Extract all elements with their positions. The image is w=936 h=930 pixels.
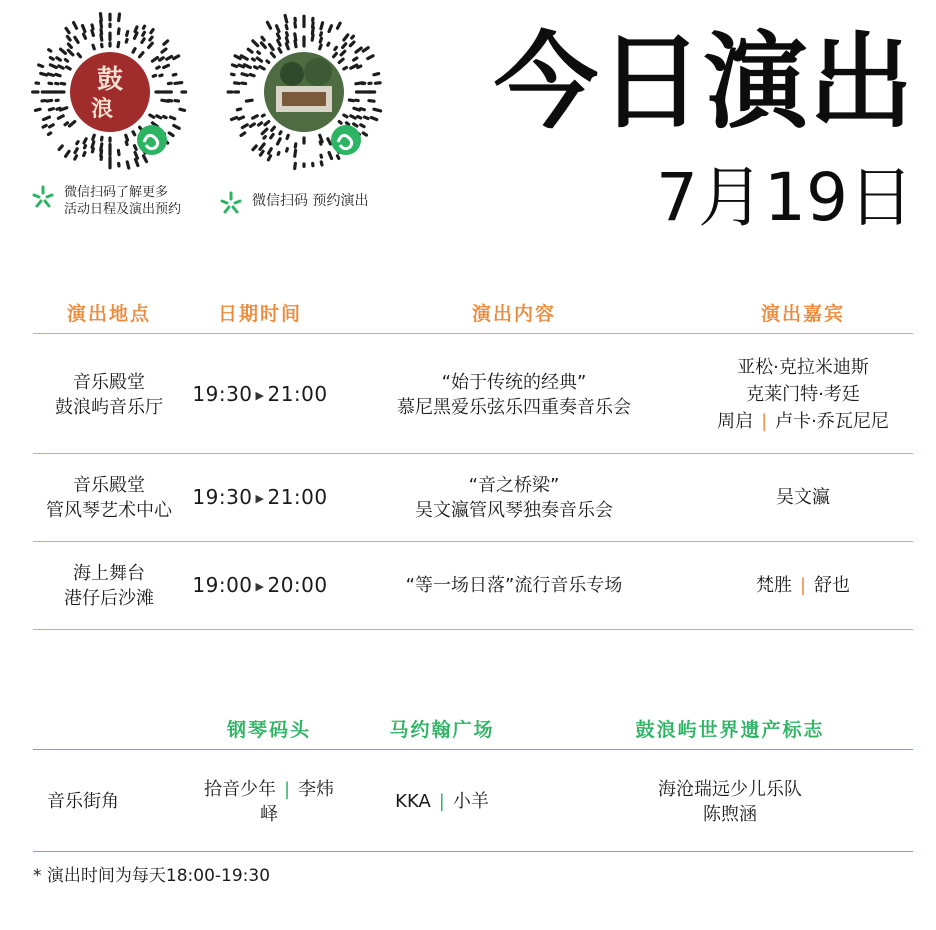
- venue-cell: [33, 473, 185, 523]
- end-time: 21:00: [267, 381, 328, 406]
- performance-table-header: [33, 296, 913, 334]
- performer-name: 李炜峄: [260, 778, 335, 825]
- street-table-header: [33, 712, 913, 750]
- wechat-scan-icon: [30, 184, 56, 210]
- program-sub: 慕尼黑爱乐弦乐四重奏音乐会: [397, 396, 631, 418]
- header-piano-pier: 钢琴码头: [226, 719, 311, 741]
- program-cell: [335, 573, 693, 598]
- end-time: 20:00: [267, 572, 328, 597]
- program-title: “始于传统的经典”: [441, 371, 587, 393]
- guest-name: 梵胜: [755, 575, 792, 596]
- venue-name: 音乐殿堂: [73, 474, 145, 496]
- table-row: [33, 454, 913, 542]
- guest-line: 亚松·克拉米迪斯: [737, 357, 869, 378]
- table-row: [33, 336, 913, 454]
- arrow-right-icon: ▶: [255, 491, 265, 505]
- performer-name: 陈煦涵: [703, 803, 757, 825]
- program-sub: 吴文瀛管风琴独奏音乐会: [415, 499, 613, 521]
- venue-cell: [33, 561, 185, 611]
- venue-name: 音乐殿堂: [73, 371, 145, 393]
- start-time: 19:30: [192, 484, 253, 509]
- footnote: * 演出时间为每天18:00-19:30: [33, 866, 271, 886]
- header-heritage-sign: 鼓浪屿世界遗产标志: [635, 719, 825, 741]
- header-majohn-square: 马约翰广场: [389, 719, 495, 741]
- header-program: 演出内容: [471, 303, 556, 325]
- scan-note-line: 活动日程及演出预约: [64, 202, 182, 217]
- qr-code-icon: [30, 12, 190, 172]
- page-title: 今日演出: [493, 21, 914, 143]
- performer-name: 拾音少年: [203, 778, 276, 800]
- venue-sub: 港仔后沙滩: [64, 587, 154, 609]
- performer-name: 海沧瑞远少儿乐队: [658, 778, 802, 800]
- scan-note-line: 微信扫码了解更多: [64, 185, 169, 200]
- arrow-right-icon: ▶: [255, 579, 265, 593]
- date-label: 7月19日: [656, 159, 914, 236]
- performer-name: KKA: [395, 791, 431, 812]
- scan-note-schedule: [30, 184, 181, 218]
- performer-name: 小羊: [452, 791, 489, 812]
- program-cell: [335, 473, 693, 523]
- venue-cell: [33, 370, 185, 420]
- start-time: 19:00: [192, 572, 253, 597]
- guests-cell: [693, 485, 913, 510]
- program-title: “等一场日落”流行音乐专场: [405, 575, 623, 596]
- guest-name: 吴文瀛: [776, 487, 830, 508]
- header-venue: 演出地点: [66, 303, 151, 325]
- time-cell: [185, 382, 335, 408]
- header-guests: 演出嘉宾: [760, 303, 845, 325]
- divider: |: [283, 778, 291, 800]
- divider: |: [438, 791, 445, 812]
- wechat-scan-icon: [218, 190, 244, 216]
- qr-code-schedule[interactable]: [30, 12, 190, 172]
- row-label: 音乐街角: [47, 791, 119, 812]
- guest-name: 周启: [717, 411, 754, 432]
- divider: |: [761, 411, 768, 432]
- guest-name: 卢卡·乔瓦尼尼: [775, 411, 889, 432]
- header-spacer: [33, 712, 201, 749]
- divider: |: [799, 575, 807, 596]
- guests-cell: [693, 573, 913, 598]
- venue-sub: 鼓浪屿音乐厅: [55, 396, 163, 418]
- qr-code-booking[interactable]: [224, 12, 384, 172]
- arrow-right-icon: ▶: [255, 388, 265, 402]
- qr-logo-text: 鼓: [96, 65, 124, 95]
- table-row: [33, 752, 913, 852]
- performer-cell: [201, 777, 337, 827]
- table-row: [33, 542, 913, 630]
- scan-note-booking: [218, 190, 368, 216]
- svg-text:浪: 浪: [90, 96, 114, 122]
- guest-line: 克莱门特·考廷: [746, 384, 860, 405]
- guest-name: 舒也: [814, 575, 851, 596]
- qr-code-icon: [224, 12, 384, 172]
- venue-sub: 管风琴艺术中心: [46, 499, 172, 521]
- header-datetime: 日期时间: [217, 303, 302, 325]
- performer-cell: [337, 789, 547, 814]
- end-time: 21:00: [267, 484, 328, 509]
- time-cell: [185, 573, 335, 599]
- time-cell: [185, 485, 335, 511]
- program-title: “音之桥梁”: [468, 474, 560, 496]
- performer-cell: [547, 777, 913, 827]
- guests-cell: [693, 354, 913, 435]
- scan-note-line: 微信扫码 预约演出: [252, 193, 369, 209]
- program-cell: [335, 370, 693, 420]
- start-time: 19:30: [192, 381, 253, 406]
- venue-name: 海上舞台: [73, 562, 145, 584]
